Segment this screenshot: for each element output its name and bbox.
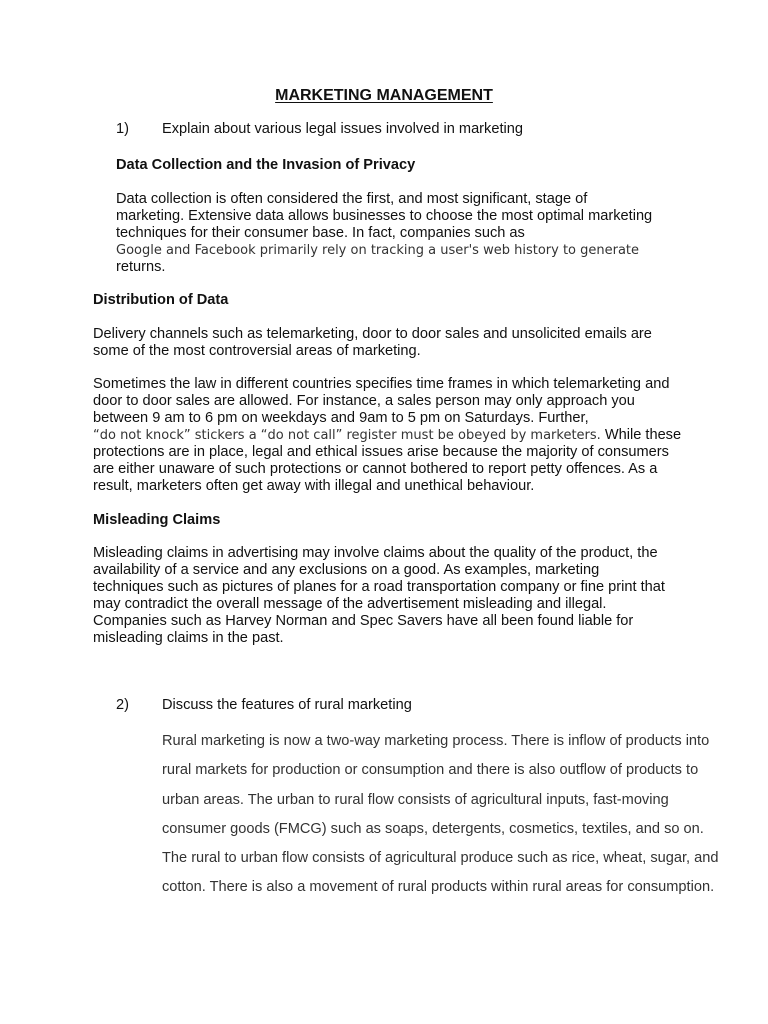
- question-2-text: Discuss the features of rural marketing: [162, 697, 412, 713]
- paragraph-privacy-part-a: Data collection is often considered the first, and most significant, stage of marketing. Extensive data allows businesses to choose the most optimal marketing techniques for their consumer base. In fact, companies such as: [116, 191, 653, 241]
- question-2: [116, 697, 412, 713]
- question-1-number: 1): [116, 121, 129, 137]
- paragraph-privacy-part-c: returns.: [116, 259, 166, 275]
- question-2-number: 2): [116, 697, 129, 713]
- question-1: [116, 121, 523, 137]
- paragraph-distribution-2-part-a: Sometimes the law in different countries specifies time frames in which telemarketing and door to door sales are allowed. For instance, a sales person may only approach you between 9 am to 6 pm on weekdays and 9am to 5 pm on Saturdays. Further,: [93, 376, 670, 426]
- paragraph-distribution-1: Delivery channels such as telemarketing, door to door sales and unsolicited emails are some of the most controversial areas of marketing.: [93, 326, 652, 359]
- paragraph-misleading: Misleading claims in advertising may involve claims about the quality of the product, the availability of a service and any exclusions on a good. As examples, marketing techniques such as pictures of planes for a road transportation company or fine print that may contradict the overall message of the advertisement misleading and illegal. Companies such as Harvey Norman and Spec Savers have all been found liable for misleading claims in the past.: [93, 545, 665, 646]
- question-1-text: Explain about various legal issues involved in marketing: [162, 121, 523, 137]
- heading-privacy: Data Collection and the Invasion of Privacy: [116, 157, 416, 173]
- paragraph-privacy-part-b: Google and Facebook primarily rely on tracking a user's web history to generate: [116, 243, 640, 258]
- paragraph-privacy: [116, 191, 656, 276]
- heading-misleading: Misleading Claims: [93, 512, 221, 528]
- paragraph-distribution-2-part-b: “do not knock” stickers a “do not call” register must be obeyed by marketers.: [93, 428, 601, 443]
- document-title: MARKETING MANAGEMENT: [275, 87, 493, 104]
- paragraph-distribution-2-part-c: While these protections are in place, legal and ethical issues arise because the majority of consumers are either unaware of such protections or cannot bothered to report petty offences. As a result, marketers often get away with illegal and unethical behaviour.: [93, 427, 682, 494]
- paragraph-rural-marketing: Rural marketing is now a two-way marketing process. There is inflow of products into rural markets for production or consumption and there is also outflow of products to urban areas. The urban to rural flow consists of agricultural inputs, fast-moving consumer goods (FMCG) such as soaps, detergents, cosmetics, textiles, and so on. The rural to urban flow consists of agricultural produce such as rice, wheat, sugar, and cotton. There is also a movement of rural products within rural areas for consumption.: [162, 733, 719, 896]
- heading-distribution: Distribution of Data: [93, 292, 229, 308]
- paragraph-distribution-2: [93, 376, 683, 495]
